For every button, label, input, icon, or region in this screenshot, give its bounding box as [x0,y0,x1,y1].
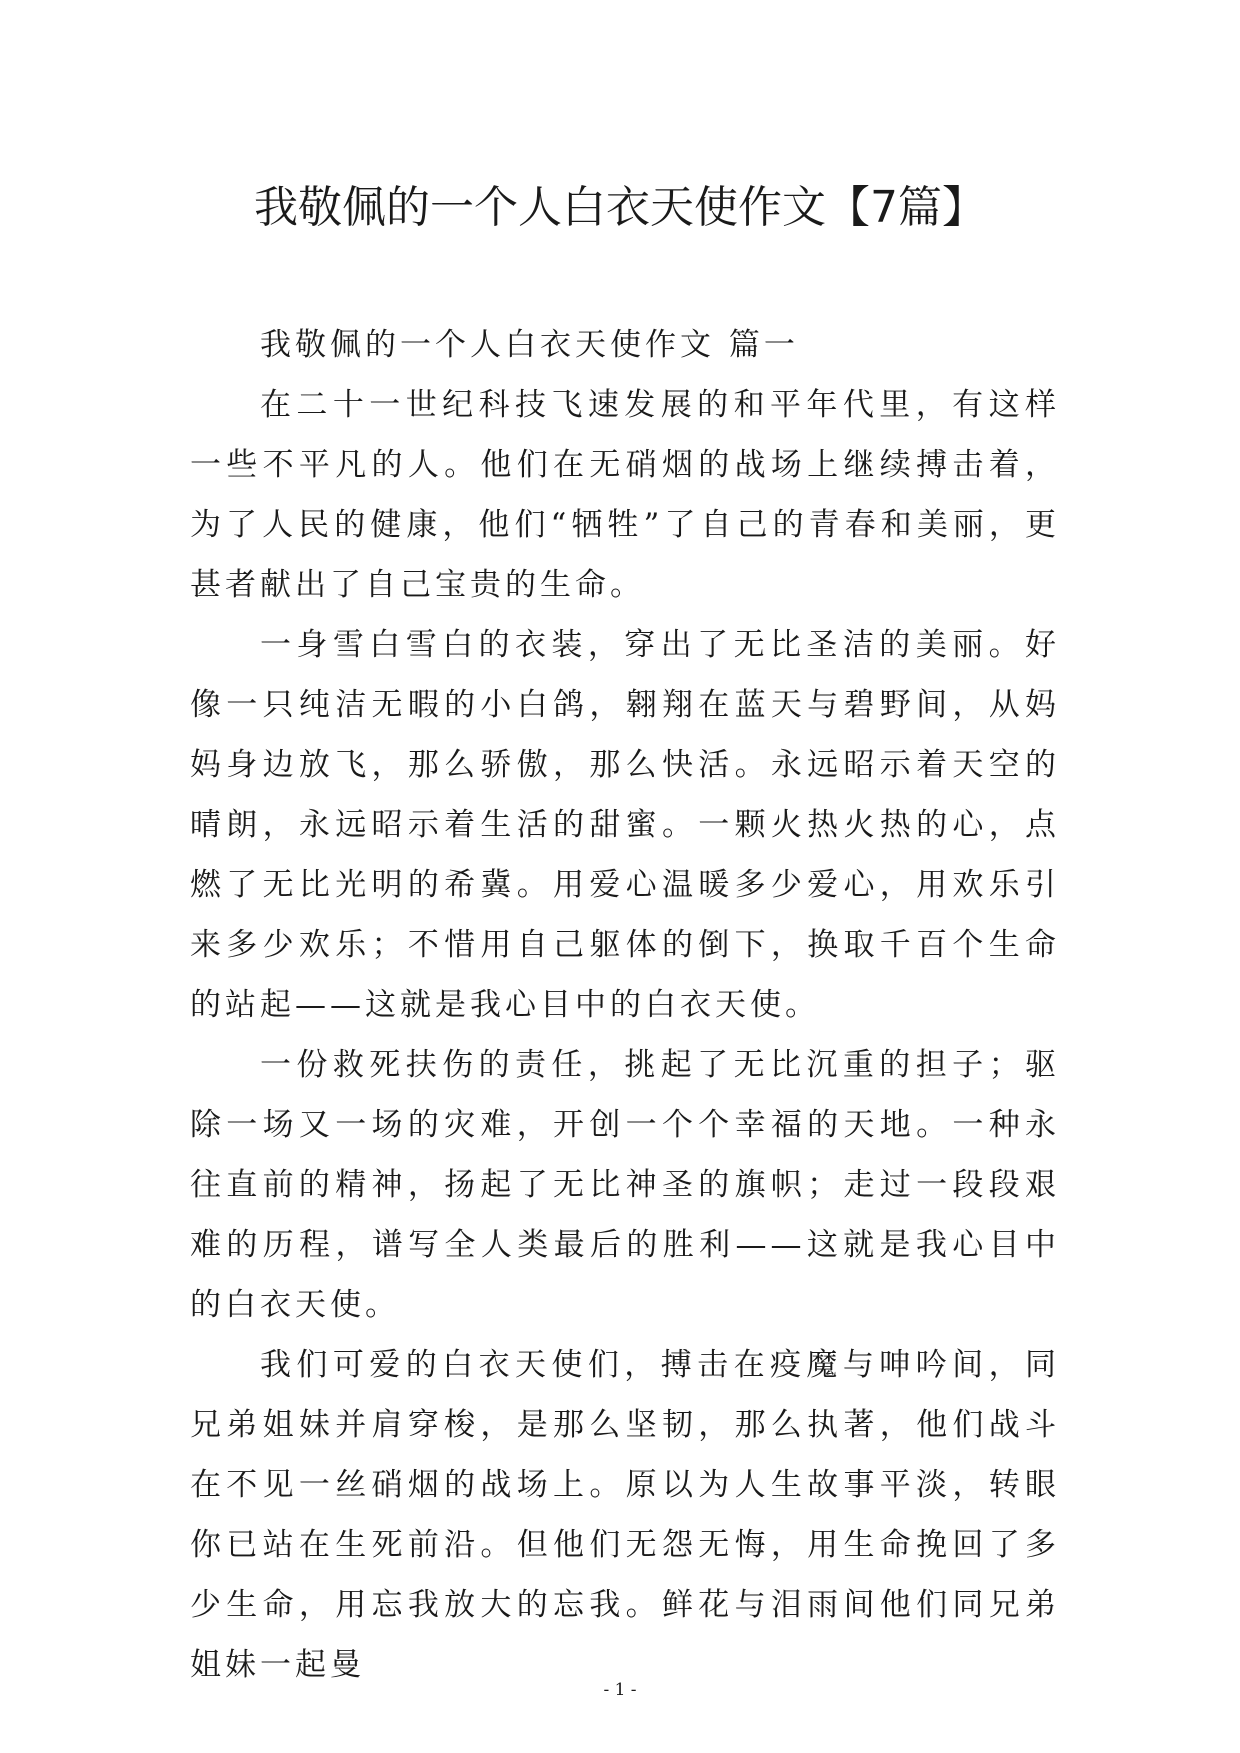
document-title: 我敬佩的一个人白衣天使作文【7篇】 [254,182,986,233]
paragraph: 一身雪白雪白的衣装，穿出了无比圣洁的美丽。好像一只纯洁无暇的小白鸽，翱翔在蓝天与碧野间，从妈妈身边放飞，那么骄傲，那么快活。永远昭示着天空的晴朗，永远昭示着生活的甜蜜。一颗火热火热的心，点燃了无比光明的希冀。用爱心温暖多少爱心，用欢乐引来多少欢乐；不惜用自己躯体的倒下，换取千百个生命的站起——这就是我心目中的白衣天使。 [190,627,1060,1023]
page-number: - 1 - [603,1680,637,1700]
document-body [190,315,1060,1695]
paragraph: 我们可爱的白衣天使们，搏击在疫魔与呻吟间，同兄弟姐妹并肩穿梭，是那么坚韧，那么执著，他们战斗在不见一丝硝烟的战场上。原以为人生故事平淡，转眼你已站在生死前沿。但他们无怨无悔，用生命挽回了多少生命，用忘我放大的忘我。鲜花与泪雨间他们同兄弟姐妹一起曼 [190,1347,1060,1683]
section-heading: 我敬佩的一个人白衣天使作文 篇一 [260,327,799,363]
paragraph: 一份救死扶伤的责任，挑起了无比沉重的担子；驱除一场又一场的灾难，开创一个个幸福的天地。一种永往直前的精神，扬起了无比神圣的旗帜；走过一段段艰难的历程，谱写全人类最后的胜利——这就是我心目中的白衣天使。 [190,1047,1060,1323]
paragraph: 在二十一世纪科技飞速发展的和平年代里，有这样一些不平凡的人。他们在无硝烟的战场上继续搏击着，为了人民的健康，他们“牺牲”了自己的青春和美丽，更甚者献出了自己宝贵的生命。 [190,387,1060,603]
